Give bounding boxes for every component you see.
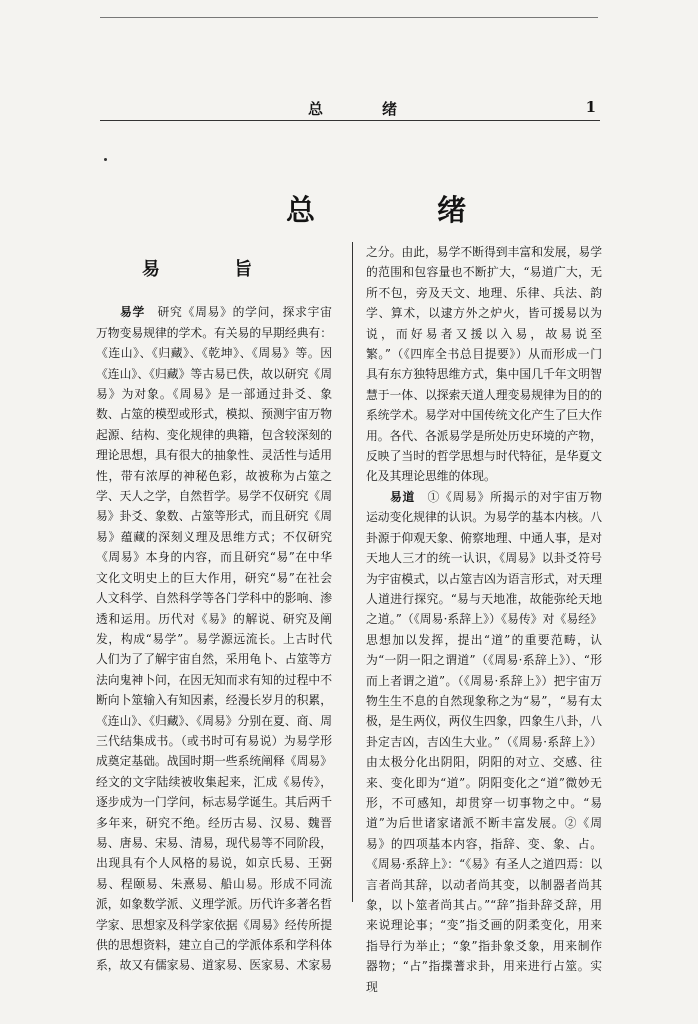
entry-yixue <box>96 302 332 975</box>
left-column <box>96 242 332 976</box>
scan-speck <box>104 158 107 161</box>
section-title: 易 旨 <box>141 259 287 280</box>
column-divider <box>352 242 353 902</box>
entry-text: ①《周易》所揭示的对宇宙万物运动变化规律的认识。为易学的基本内核。八卦源于仰观天象、俯察地理、中通人事，是对天地人三才的统一认识，《周易》以卦爻符号为宇宙模式，以占筮吉凶为语言形式，对天理人道进行探究。“易与天地准，故能弥纶天地之道。”（《周易·系辞上》）《易传》对《易经》思想加以发挥，提出“道”的重要范畴，认为“一阴一阳之谓道”（《周易·系辞上》）、“形而上者谓之道”。（《周易·系辞上》）把宇宙万物生生不息的自然现象称之为“易”，“易有太极，是生两仪，两仪生四象，四象生八卦，八卦定吉凶，吉凶生大业。”（《周易·系辞上》）由太极分化出阴阳，阴阳的对立、交感、往来、变化即为“道”。阴阳变化之“道”微妙无形，不可感知，却贯穿一切事物之中。“易道”为后世诸家诸派不断丰富发展。②《周易》的四项基本内容，指辞、变、象、占。《周易·系辞上》：“《易》有圣人之道四焉：以言者尚其辞，以动者尚其变，以制器者尚其象，以卜筮者尚其占。”“辞”指卦辞爻辞，用来说理论事；“变”指爻画的阴柔变化，用来指导行为举止；“象”指卦象爻象，用来制作器物；“占”指揲蓍求卦，用来进行占筮。实现 <box>366 489 602 994</box>
page-number: 1 <box>585 98 596 116</box>
entry-term: 易学 <box>120 305 146 320</box>
entry-yixue-continued: 之分。由此，易学不断得到丰富和发展，易学的范围和包容量也不断扩大，“易道广大，无所不包，旁及天文、地理、乐律、兵法、韵学、算术，以逮方外之炉火，皆可援易以为说，而好易者又援以入易，故易说至繁。”（《四库全书总目提要》）从而形成一门具有东方独特思维方式，集中国几千年文明智慧于一体、以探索天道人理变易规律为目的的系统学术。易学对中国传统文化产生了巨大作用。各代、各派易学是所处历史环境的产物，反映了当时的哲学思想与时代特征，是华夏文化及其理论思维的体现。 <box>366 245 602 484</box>
right-column <box>366 242 602 997</box>
running-header <box>100 98 600 122</box>
header-divider <box>100 120 600 121</box>
chapter-title: 总 绪 <box>286 193 523 227</box>
running-header-title: 总 绪 <box>308 100 420 118</box>
entry-text: 研究《周易》的学问，探求宇宙万物变易规律的学术。有关易的早期经典有：《连山》、《归藏》、《乾坤》、《周易》等。因《连山》、《归藏》等古易已佚，故以研究《周易》为对象。《周易》是一部通过卦爻、象数、占筮的模型或形式，模拟、预测宇宙万物起源、结构、变化规律的典籍，包含较深刻的理论思想，具有很大的抽象性、灵活性与适用性，带有浓厚的神秘色彩，故被称为占筮之学、天人之学，自然哲学。易学不仅研究《周易》卦爻、象数、占筮等形式，而且研究《周易》蕴藏的深刻义理及思维方式；不仅研究《周易》本身的内容，而且研究“易”在中华文化文明史上的巨大作用，研究“易”在社会人文科学、自然科学等各门学科中的影响、渗透和运用。历代对《易》的解说、研究及阐发，构成“易学”。易学源远流长。上古时代人们为了了解宇宙自然，采用龟卜、占筮等方法向鬼神卜问，在因无知而求有知的过程中不断向卜筮输入有知因素，经漫长岁月的积累，《连山》、《归藏》、《周易》分别在夏、商、周三代结集成书。（或书时可有易说）为易学形成奠定基础。战国时期一些系统阐释《周易》经文的文字陆续被收集起来，汇成《易传》，逐步成为一门学问，标志易学诞生。其后两千多年来，研究不绝。经历古易、汉易、魏晋易、唐易、宋易、清易，现代易等不同阶段，出现具有个人风格的易说，如京氏易、王弼易、程颐易、朱熹易、船山易。形成不同流派，如象数学派、义理学派。历代许多著名哲学家、思想家及科学家依据《周易》经传所提供的思想资料，建立自己的学派体系和学科体系，故又有儒家易、道家易、医家易、术家易 <box>96 305 332 973</box>
top-scan-rule <box>100 17 598 18</box>
entry-term: 易道 <box>390 489 416 504</box>
entry-yidao <box>366 487 602 997</box>
